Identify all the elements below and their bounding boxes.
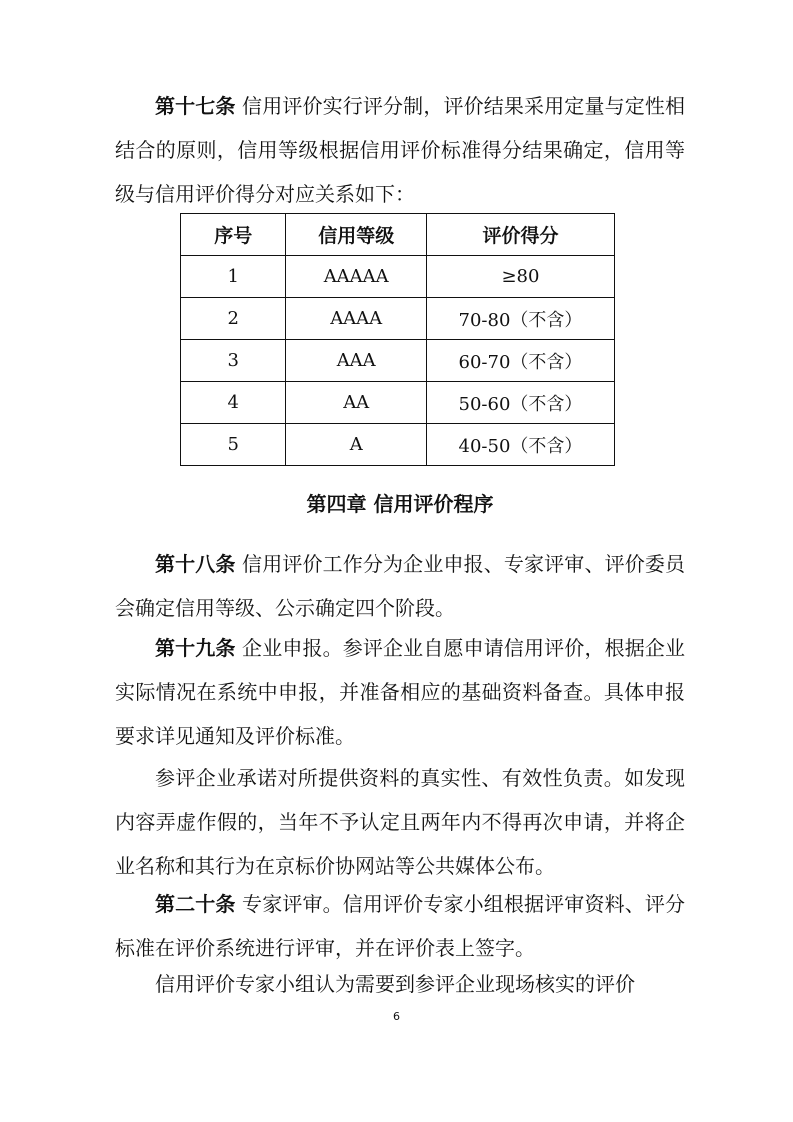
cell-serial: 1 [181,256,286,298]
commitment-paragraph: 参评企业承诺对所提供资料的真实性、有效性负责。如发现内容弄虚作假的，当年不予认定且两年内不得再次申请，并将企业名称和其行为在京标价协网站等公共媒体公布。 [115,766,685,878]
article-20-title: 第二十条 [155,892,236,916]
cell-level: AAAA [286,298,427,340]
cell-serial: 2 [181,298,286,340]
header-serial: 序号 [181,214,286,256]
cell-score: 50-60（不含） [426,382,614,424]
cell-serial: 5 [181,424,286,466]
cell-level: AAA [286,340,427,382]
article-18-title: 第十八条 [155,552,236,576]
article-17-text: 信用评价实行评分制，评价结果采用定量与定性相结合的原则，信用等级根据信用评价标准得分结果确定，信用等级与信用评价得分对应关系如下： [115,94,686,206]
header-score: 评价得分 [426,214,614,256]
article-18 [115,542,685,630]
page-number: 6 [393,1010,400,1023]
article-20-text: 专家评审。信用评价专家小组根据评审资料、评分标准在评价系统进行评审，并在评价表上签字。 [115,892,686,960]
cell-level: AA [286,382,427,424]
table-row [181,424,615,466]
expert-paragraph: 信用评价专家小组认为需要到参评企业现场核实的评价 [155,972,635,996]
article-17 [115,84,685,216]
table-row [181,382,615,424]
credit-level-table [180,213,615,466]
header-credit-level: 信用等级 [286,214,427,256]
table-header-row [181,214,615,256]
table-row [181,340,615,382]
article-20 [115,882,685,970]
cell-score: 60-70（不含） [426,340,614,382]
cell-serial: 3 [181,340,286,382]
article-19 [115,626,685,758]
cell-level: AAAAA [286,256,427,298]
article-17-title: 第十七条 [155,94,236,118]
table-row [181,298,615,340]
article-19-text: 企业申报。参评企业自愿申请信用评价，根据企业实际情况在系统中申报，并准备相应的基础资料备查。具体申报要求详见通知及评价标准。 [115,636,686,748]
chapter-heading: 第四章 信用评价程序 [306,492,494,516]
article-18-text: 信用评价工作分为企业申报、专家评审、评价委员会确定信用等级、公示确定四个阶段。 [115,552,686,620]
cell-level: A [286,424,427,466]
article-19-title: 第十九条 [155,636,236,660]
cell-serial: 4 [181,382,286,424]
table-row [181,256,615,298]
cell-score: 40-50（不含） [426,424,614,466]
cell-score: 70-80（不含） [426,298,614,340]
cell-score: ≥80 [426,256,614,298]
